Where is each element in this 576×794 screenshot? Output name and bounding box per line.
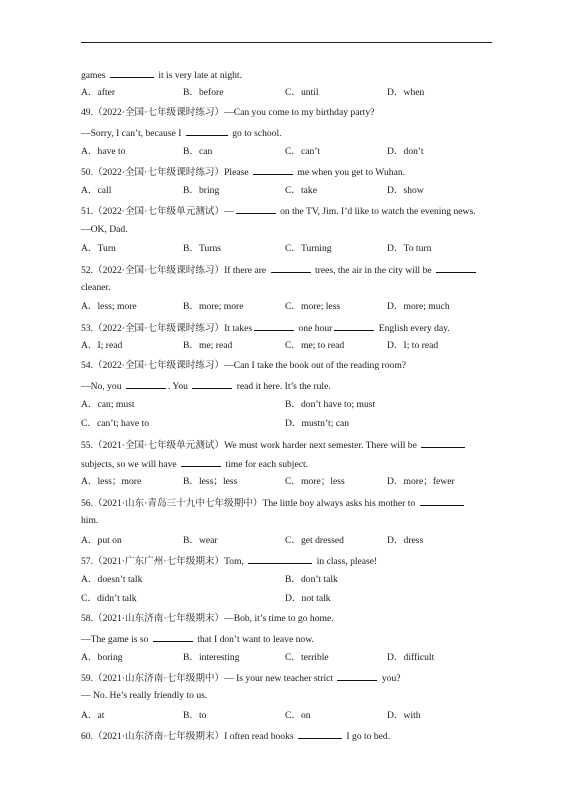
answer-option[interactable]: B．less；less: [183, 476, 238, 488]
answer-blank[interactable]: [337, 671, 377, 681]
answer-option[interactable]: D．more；fewer: [387, 476, 455, 488]
question-text: me when you get to Wuhan.: [295, 167, 406, 179]
question-text: on the TV, Jim. I’d like to watch the evening news.: [277, 206, 476, 218]
answer-blank[interactable]: [334, 321, 374, 331]
answer-option[interactable]: A．boring: [81, 651, 123, 663]
question-text: 56.（2021·山东·青岛三十九中七年级期中）The little boy always asks his mother to: [81, 497, 418, 509]
answer-option[interactable]: C．take: [285, 184, 317, 196]
question-line: [81, 282, 111, 294]
answer-option[interactable]: C．me; to read: [285, 340, 345, 352]
answer-option[interactable]: B．Turns: [183, 243, 222, 255]
answer-option[interactable]: D．more; much: [387, 301, 450, 313]
question-line: [81, 263, 478, 277]
answer-option[interactable]: C．more; less: [285, 301, 341, 313]
question-text: I go to bed.: [344, 731, 391, 743]
question-text: 50.（2022·全国·七年级课时练习）Please: [81, 167, 252, 179]
answer-blank[interactable]: [248, 554, 312, 564]
answer-option[interactable]: C．get dressed: [285, 534, 344, 546]
question-line: [81, 457, 308, 471]
question-line: [81, 379, 331, 393]
question-line: [81, 554, 377, 568]
question-line: [81, 321, 450, 335]
answer-option[interactable]: D．not talk: [285, 593, 331, 605]
answer-blank[interactable]: [236, 204, 276, 214]
answer-option[interactable]: D．show: [387, 184, 424, 196]
question-line: [81, 515, 98, 527]
answer-option[interactable]: D．difficult: [387, 651, 435, 663]
answer-blank[interactable]: [186, 126, 228, 136]
question-text: cleaner.: [81, 281, 111, 293]
answer-option[interactable]: D．when: [387, 87, 425, 99]
question-line: [81, 729, 390, 743]
question-line: [81, 613, 334, 625]
question-text: 51.（2022·全国·七年级单元测试）—: [81, 206, 234, 218]
answer-option[interactable]: C．can’t; have to: [81, 418, 150, 430]
answer-option[interactable]: C．on: [285, 709, 311, 721]
answer-option[interactable]: B．before: [183, 87, 224, 99]
question-text: 57.（2021·广东广州·七年级期末）Tom,: [81, 556, 247, 568]
header-rule: [81, 42, 492, 43]
question-text: games: [81, 70, 108, 81]
question-text: that I don’t want to leave now.: [194, 634, 314, 646]
answer-option[interactable]: B．don’t talk: [285, 573, 338, 585]
question-text: —No, you: [81, 381, 124, 393]
answer-option[interactable]: D．don’t: [387, 145, 424, 157]
answer-option[interactable]: B．wear: [183, 534, 218, 546]
answer-option[interactable]: B．don’t have to; must: [285, 398, 376, 410]
question-text: 58.（2021·山东济南·七年级期末）—Bob, it’s time to go home.: [81, 612, 334, 624]
answer-option[interactable]: D．with: [387, 709, 421, 721]
answer-blank[interactable]: [254, 321, 294, 331]
question-text: 59.（2021·山东济南·七年级期中）— Is your new teacher strict: [81, 672, 336, 684]
question-text: time for each subject.: [223, 459, 309, 470]
question-text: one hour: [296, 322, 333, 334]
question-text: English every day.: [376, 322, 450, 334]
question-text: —The game is so: [81, 634, 151, 646]
answer-option[interactable]: C．didn’t talk: [81, 593, 137, 605]
answer-option[interactable]: A．put on: [81, 534, 122, 546]
answer-option[interactable]: B．bring: [183, 184, 220, 196]
question-text: 55.（2021·全国·七年级单元测试）We must work harder next semester. There will be: [81, 439, 420, 451]
answer-option[interactable]: C．can’t: [285, 145, 320, 157]
question-text: it is very late at night.: [155, 70, 242, 81]
answer-blank[interactable]: [110, 68, 154, 78]
answer-option[interactable]: A．I; read: [81, 340, 123, 352]
question-line: [81, 224, 128, 236]
question-text: . You: [167, 381, 191, 393]
question-text: read it here. It’s the rule.: [234, 381, 331, 393]
question-line: [81, 671, 401, 685]
answer-blank[interactable]: [126, 379, 166, 389]
answer-option[interactable]: A．at: [81, 709, 105, 721]
question-text: him.: [81, 515, 99, 527]
question-text: 49.（2022·全国·七年级课时练习）—Can you come to my birthday party?: [81, 106, 375, 118]
question-line: [81, 496, 466, 510]
question-text: you?: [379, 672, 401, 684]
answer-option[interactable]: D．mustn’t; can: [285, 418, 350, 430]
question-text: 52.（2022·全国·七年级课时练习）If there are: [81, 264, 269, 276]
question-line: [81, 690, 207, 702]
question-text: —OK, Dad.: [81, 223, 128, 235]
question-text: in class, please!: [314, 556, 378, 568]
answer-option[interactable]: A．have to: [81, 145, 126, 157]
question-text: —Sorry, I can’t, because I: [81, 128, 184, 140]
answer-option[interactable]: A．call: [81, 184, 112, 196]
question-text: 54.（2022·全国·七年级课时练习）—Can I take the book out of the reading room?: [81, 359, 407, 371]
answer-blank[interactable]: [271, 263, 311, 273]
answer-option[interactable]: D．To turn: [387, 243, 432, 255]
answer-option[interactable]: A．after: [81, 87, 116, 99]
question-line: [81, 204, 476, 218]
answer-blank[interactable]: [420, 496, 464, 506]
question-line: [81, 360, 406, 372]
answer-option[interactable]: A．less；more: [81, 476, 142, 488]
answer-option[interactable]: B．can: [183, 145, 213, 157]
answer-option[interactable]: D．I; to read: [387, 340, 439, 352]
answer-blank[interactable]: [181, 457, 221, 467]
question-line: [81, 68, 242, 82]
answer-blank[interactable]: [436, 263, 476, 273]
question-line: [81, 438, 467, 452]
answer-option[interactable]: B．more; more: [183, 301, 244, 313]
answer-option[interactable]: D．dress: [387, 534, 424, 546]
answer-option[interactable]: B．interesting: [183, 651, 240, 663]
answer-blank[interactable]: [253, 165, 293, 175]
answer-option[interactable]: B．me; read: [183, 340, 233, 352]
question-text: subjects, so we will have: [81, 459, 180, 470]
question-text: — No. He’s really friendly to us.: [81, 690, 208, 702]
question-text: trees, the air in the city will be: [312, 264, 435, 276]
answer-blank[interactable]: [298, 729, 342, 739]
answer-blank[interactable]: [421, 438, 465, 448]
answer-option[interactable]: A．doesn’t talk: [81, 573, 143, 585]
question-text: 53.（2022·全国·七年级课时练习）It takes: [81, 322, 253, 334]
answer-option[interactable]: C．until: [285, 87, 319, 99]
question-line: [81, 126, 282, 140]
answer-blank[interactable]: [192, 379, 232, 389]
answer-option[interactable]: B．to: [183, 709, 207, 721]
question-line: [81, 165, 405, 179]
answer-option[interactable]: A．less; more: [81, 301, 137, 313]
answer-blank[interactable]: [153, 632, 193, 642]
question-line: [81, 632, 314, 646]
question-line: [81, 107, 374, 119]
answer-option[interactable]: C．terrible: [285, 651, 329, 663]
answer-option[interactable]: C．Turning: [285, 243, 332, 255]
answer-option[interactable]: A．can; must: [81, 398, 135, 410]
answer-option[interactable]: A．Turn: [81, 243, 116, 255]
answer-option[interactable]: C．more；less: [285, 476, 345, 488]
question-text: 60.（2021·山东济南·七年级期末）I often read books: [81, 731, 297, 743]
question-text: go to school.: [229, 128, 282, 140]
